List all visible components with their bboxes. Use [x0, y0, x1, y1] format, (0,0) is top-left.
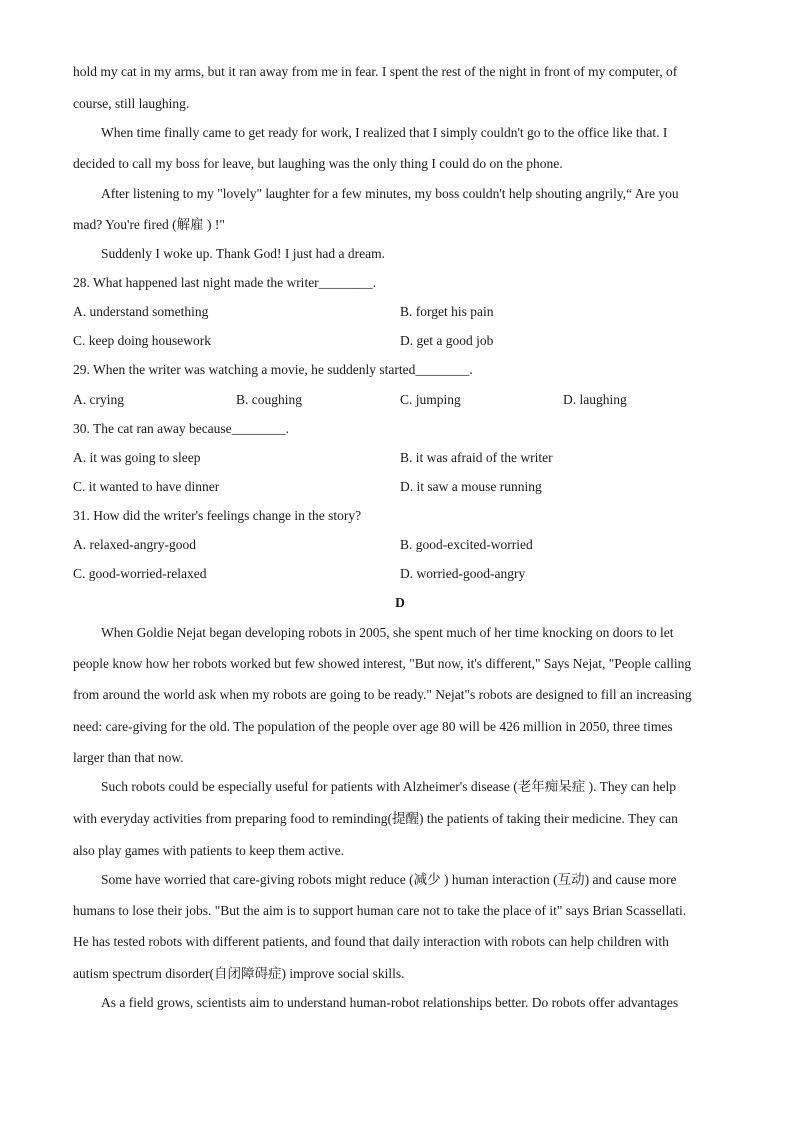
passage-line: humans to lose their jobs. "But the aim is to support human care not to take the place of it" says Brian Scassellati. [73, 903, 687, 918]
passage-line: from around the world ask when my robots are going to be ready." Nejat"s robots are designed to fill an increasing [73, 687, 692, 702]
passage-line: As a field grows, scientists aim to understand human-robot relationships better. Do robots offer advantages [101, 995, 679, 1010]
passage-line: hold my cat in my arms, but it ran away from me in fear. I spent the rest of the night in front of my computer, of [73, 64, 678, 79]
option-29-b: B. coughing [236, 392, 302, 407]
passage-line: course, still laughing. [73, 96, 190, 111]
option-29-a: A. crying [73, 392, 124, 407]
passage-line: When time finally came to get ready for work, I realized that I simply couldn't go to the office like that. I [101, 125, 668, 140]
passage-line: larger than that now. [73, 750, 184, 765]
option-31-d: D. worried-good-angry [400, 566, 526, 581]
passage-line: people know how her robots worked but few showed interest, "But now, it's different," Says Nejat, "People calling [73, 656, 692, 671]
option-28-a: A. understand something [73, 304, 209, 319]
option-29-c: C. jumping [400, 392, 461, 407]
passage-line: Suddenly I woke up. Thank God! I just had a dream. [101, 246, 385, 261]
option-30-b: B. it was afraid of the writer [400, 450, 553, 465]
section-heading: D [395, 595, 405, 610]
option-29-d: D. laughing [563, 392, 627, 407]
passage-line: need: care-giving for the old. The population of the people over age 80 will be 426 million in 2050, three times [73, 719, 673, 734]
question-stem-28: 28. What happened last night made the writer________. [73, 275, 377, 290]
question-stem-30: 30. The cat ran away because________. [73, 421, 290, 436]
passage-line: also play games with patients to keep them active. [73, 843, 345, 858]
question-stem-29: 29. When the writer was watching a movie, he suddenly started________. [73, 362, 473, 377]
passage-line: with everyday activities from preparing food to reminding(提醒) the patients of taking their medicine. They can [73, 811, 678, 826]
option-28-b: B. forget his pain [400, 304, 494, 319]
option-31-c: C. good-worried-relaxed [73, 566, 207, 581]
option-30-a: A. it was going to sleep [73, 450, 201, 465]
option-28-c: C. keep doing housework [73, 333, 211, 348]
option-30-c: C. it wanted to have dinner [73, 479, 220, 494]
passage-line: autism spectrum disorder(自闭障碍症) improve social skills. [73, 966, 405, 981]
passage-line: When Goldie Nejat began developing robots in 2005, she spent much of her time knocking on doors to let [101, 625, 674, 640]
passage-line: decided to call my boss for leave, but laughing was the only thing I could do on the phone. [73, 156, 563, 171]
passage-line: He has tested robots with different patients, and found that daily interaction with robots can help children with [73, 934, 669, 949]
option-31-b: B. good-excited-worried [400, 537, 533, 552]
passage-line: Such robots could be especially useful for patients with Alzheimer's disease (老年痴呆症 ). They can help [101, 779, 677, 794]
option-28-d: D. get a good job [400, 333, 494, 348]
question-stem-31: 31. How did the writer's feelings change in the story? [73, 508, 362, 523]
option-31-a: A. relaxed-angry-good [73, 537, 196, 552]
passage-line: After listening to my "lovely" laughter for a few minutes, my boss couldn't help shouting angrily,“ Are you [101, 186, 679, 201]
passage-line: mad? You're fired (解雇 ) !" [73, 217, 225, 232]
option-30-d: D. it saw a mouse running [400, 479, 542, 494]
passage-line: Some have worried that care-giving robots might reduce (减少 ) human interaction (互动) and cause more [101, 872, 677, 887]
